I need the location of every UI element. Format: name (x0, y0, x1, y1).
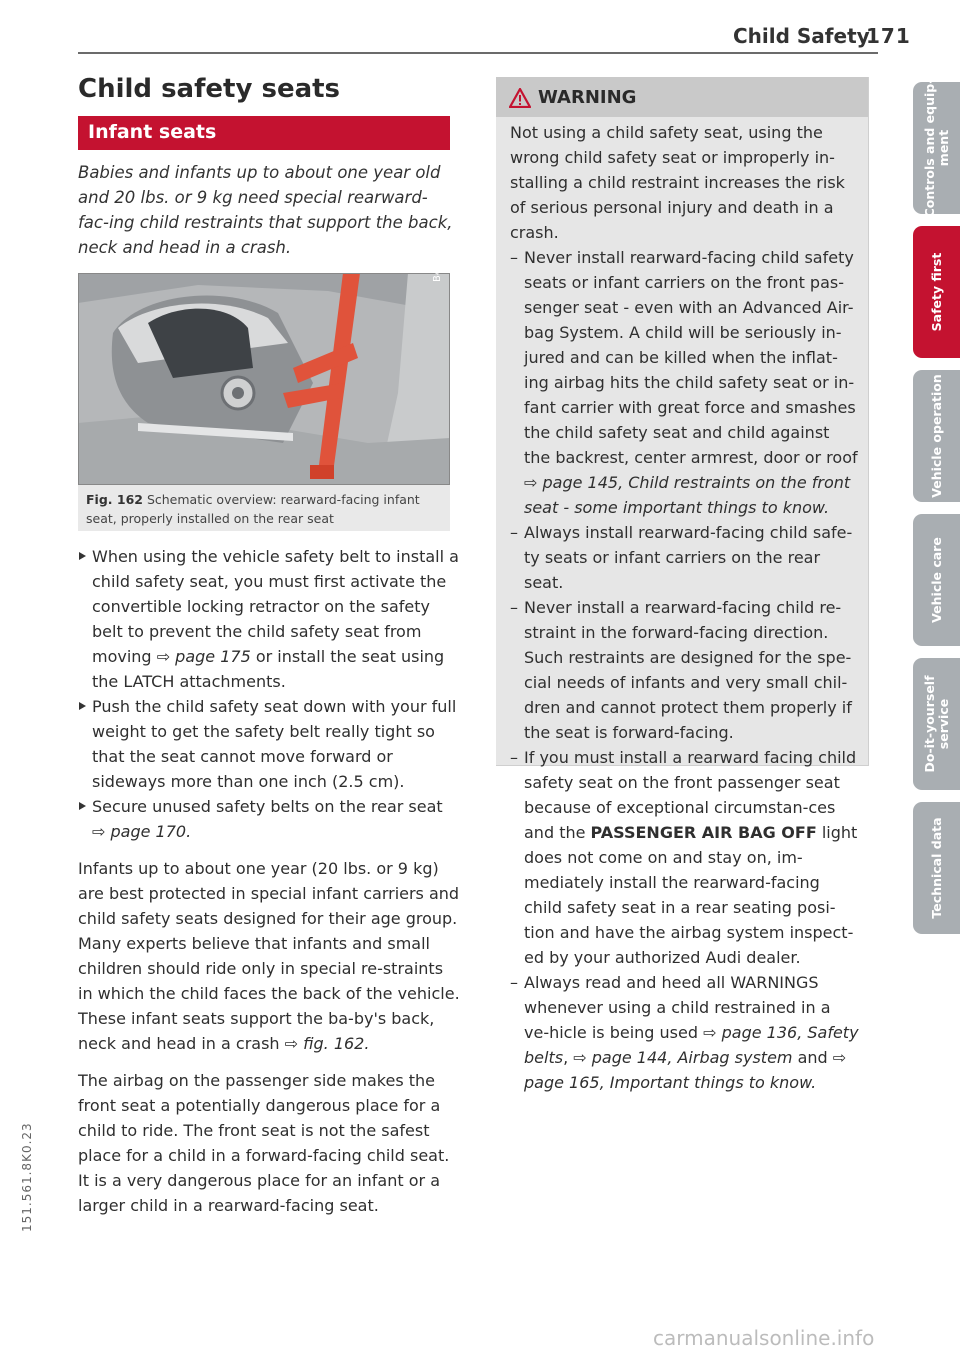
tab-controls-equipment[interactable] (913, 78, 960, 218)
document-code: 151.561.8K0.23 (20, 1122, 34, 1232)
warning-item: – Always install rearward-facing child safe-ty seats or infant carriers on the rear seat. (510, 520, 860, 595)
chapter-tabs (913, 78, 960, 946)
tab-label: Safety first (928, 252, 944, 332)
warning-item-text: If you must install a rearward facing child safety seat on the front passenger seat because of exceptional circumstan-ces and the (524, 748, 857, 842)
warning-item (510, 745, 860, 970)
page-reference-link[interactable]: ⇨ page 144, Airbag system (573, 1048, 793, 1067)
warning-triangle-icon (509, 88, 531, 108)
tab-safety-first[interactable] (913, 226, 960, 358)
intro-text: Babies and infants up to about one year old and 20 lbs. or 9 kg need special rearward-fac-ing child restraints that support the back, neck and head in a crash. (78, 163, 453, 257)
step-text: Push the child safety seat down with your full weight to get the safety belt really tight so that the seat cannot move forward or sideways more than one inch (2.5 cm). (92, 697, 457, 791)
paragraph-text: Infants up to about one year (20 lbs. or 9 kg) are best protected in special infant carriers and child safety seats designed for their age group. Many experts believe that infants and small children should ride only in special re-straints in which the child faces the back of the vehicle. These infant seats support the ba-by's back, neck and head in a crash (78, 859, 460, 1053)
page-reference-link[interactable]: ⇨ page 170. (92, 822, 192, 841)
warning-item-text: Never install rearward-facing child safety seats or infant carriers on the front pas-senger seat - even with an Advanced Air-bag System. A child will be seriously in-jured and can be killed when the inflat-ing airbag hits the child safety seat or in-fant carrier with great force and smashes the child safety seat and child against the backrest, center armrest, door or roof (524, 248, 858, 467)
body-paragraph (78, 856, 460, 1056)
tab-label: Controls and equip- ment (921, 78, 951, 218)
figure-reference-link[interactable]: ⇨ fig. 162. (284, 1034, 370, 1053)
tab-vehicle-operation[interactable] (913, 370, 960, 502)
page-reference-link[interactable]: ⇨ page 165, Important things to know. (524, 1048, 847, 1092)
tab-do-it-yourself-service[interactable] (913, 658, 960, 790)
section-title: Child safety seats (78, 74, 341, 104)
warning-title: WARNING (538, 87, 637, 108)
figure-caption-text: Schematic overview: rearward-facing infant seat, properly installed on the rear seat (86, 492, 420, 526)
tab-label: Vehicle care (928, 537, 944, 623)
tab-label: Do-it-yourself service (921, 675, 951, 773)
instruction-step (78, 544, 460, 694)
warning-item-text: light does not come on and stay on, im-mediately install the rearward-facing child safety seat in a rear seating posi-tion and have the airbag system inspect-ed by your authorized Audi dealer. (524, 823, 858, 967)
page-reference-link[interactable]: ⇨ page 145, Child restraints on the front seat - some important things to know. (524, 473, 851, 517)
warning-content (510, 120, 860, 1095)
figure-label: Fig. 162 (86, 492, 143, 507)
figure-border (78, 273, 450, 485)
instruction-step (78, 694, 460, 794)
warning-intro: Not using a child safety seat, using the wrong child safety seat or improperly in-stalling a child restraint increases the risk of serious personal injury and death in a crash. (510, 123, 845, 242)
figure-code: B4L-1424 (432, 234, 443, 282)
instruction-step (78, 794, 460, 844)
warning-item (510, 970, 860, 1095)
page-reference-link[interactable]: ⇨ page 136, Safety belts (524, 1023, 859, 1067)
indicator-light-name: PASSENGER AIR BAG OFF (590, 823, 817, 842)
warning-item-text: Always read and heed all WARNINGS whenever using a child restrained in a ve-hicle is being used (524, 973, 831, 1042)
subsection-bar (78, 116, 450, 150)
warning-item: – Never install a rearward-facing child re-straint in the forward-facing direction. Such restraints are designed for the spe-cial needs of infants and very small chil-dren and cannot protect them properly if the seat is forward-facing. (510, 595, 860, 745)
separator: and (792, 1048, 833, 1067)
tab-technical-data[interactable] (913, 802, 960, 934)
left-column (78, 544, 460, 1218)
tab-label: Vehicle operation (928, 374, 944, 498)
tab-label: Technical data (928, 817, 944, 919)
watermark: carmanualsonline.info (653, 1326, 875, 1350)
step-text: Secure unused safety belts on the rear seat (92, 797, 443, 816)
body-paragraph: The airbag on the passenger side makes the front seat a potentially dangerous place for a child to ride. The front seat is not the safest place for a child in a forward-facing child seat. It is a very dangerous place for an infant or a larger child in a rearward-facing seat. (78, 1071, 450, 1215)
tab-vehicle-care[interactable] (913, 514, 960, 646)
figure-caption (86, 490, 446, 528)
page-reference-link[interactable]: ⇨ page 175 (156, 647, 251, 666)
chapter-title: Child Safety (733, 24, 870, 48)
page-number: 171 (866, 24, 911, 48)
step-text: or install the seat using the LATCH attachments. (92, 647, 445, 691)
step-text: When using the vehicle safety belt to install a child safety seat, you must first activate the convertible locking retractor on the safety belt to prevent the child safety seat from moving (92, 547, 459, 666)
separator: , (563, 1048, 574, 1067)
warning-item (510, 245, 860, 520)
header-rule (78, 52, 878, 54)
subsection-title: Infant seats (88, 121, 217, 143)
